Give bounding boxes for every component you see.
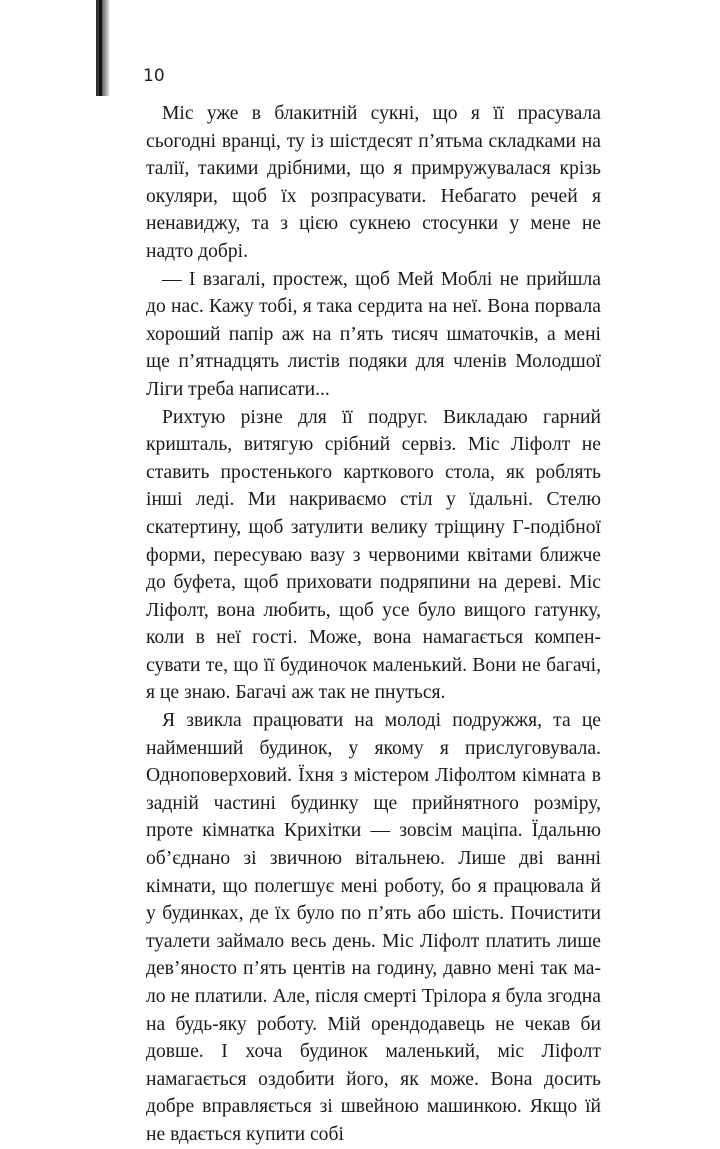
page-number: 10 <box>143 66 165 86</box>
paragraph-4: Я звикла працювати на молоді подружжя, та це найменший будинок, у якому я прислуговувала. Одноповерховий. Їхня з містером Ліфолтом кімната в задній частині будинку ще прийнятного розміру, проте кімнатка Крихітки — зовсім маціпа. Їдальню об’єднано зі звичною вітальнею. Лише дві ванні кімнати, що полегшує мені роботу, бо я працювала й у будинках, де їх було по п’ять або шість. Почистити туалети займало весь день. Міс Ліфолт платить лише дев’яносто п’ять центів на годину, давно мені так мало не платили. Але, після смерті Трілора я була згодна на будь-яку роботу. Мій орендодавець не чекав би довше. І хоча будинок маленький, міс Ліфолт намагається оздобити його, як може. Вона досить добре вправляється зі швейною машинкою. Якщо їй не вдається купити собі <box>146 710 601 1145</box>
page-gutter-shadow <box>96 0 110 96</box>
paragraph-2: — І взагалі, простеж, щоб Мей Моблі не прийшла до нас. Кажу тобі, я така сердита на неї. Вона порвала хороший папір аж на п’ять тисяч шматочків, а мені ще п’ятнадцять листів подяки для членів Молодшої Ліги треба написати... <box>146 268 601 400</box>
paragraph-3: Рихтую різне для її подруг. Викладаю гарний кришталь, витягую срібний сервіз. Міс Ліфолт не ставить простенького карткового стола, як роблять інші леді. Ми накриваємо стіл у їдальні. Стелю скатертину, щоб затулити велику тріщину Г-подібної форми, пересуваю вазу з червоними квітами ближче до буфета, щоб приховати подряпини на дереві. Міс Ліфолт, вона любить, щоб усе було вищого гатунку, коли в неї гості. Може, вона намагається компенсувати те, що її будиночок маленький. Вони не багачі, я це знаю. Багачі аж так не пнуться. <box>146 406 601 704</box>
paragraph-1: Міс уже в блакитній сукні, що я її прасувала сьогодні вранці, ту із шістдесят п’ятьма складками на талії, такими дрібними, що я примружувалася крізь окуляри, щоб їх розпрасувати. Небагато речей я ненавиджу, та з цією сукнею стосунки у мене не надто добрі. <box>146 103 601 262</box>
page-body-text <box>146 100 601 1149</box>
